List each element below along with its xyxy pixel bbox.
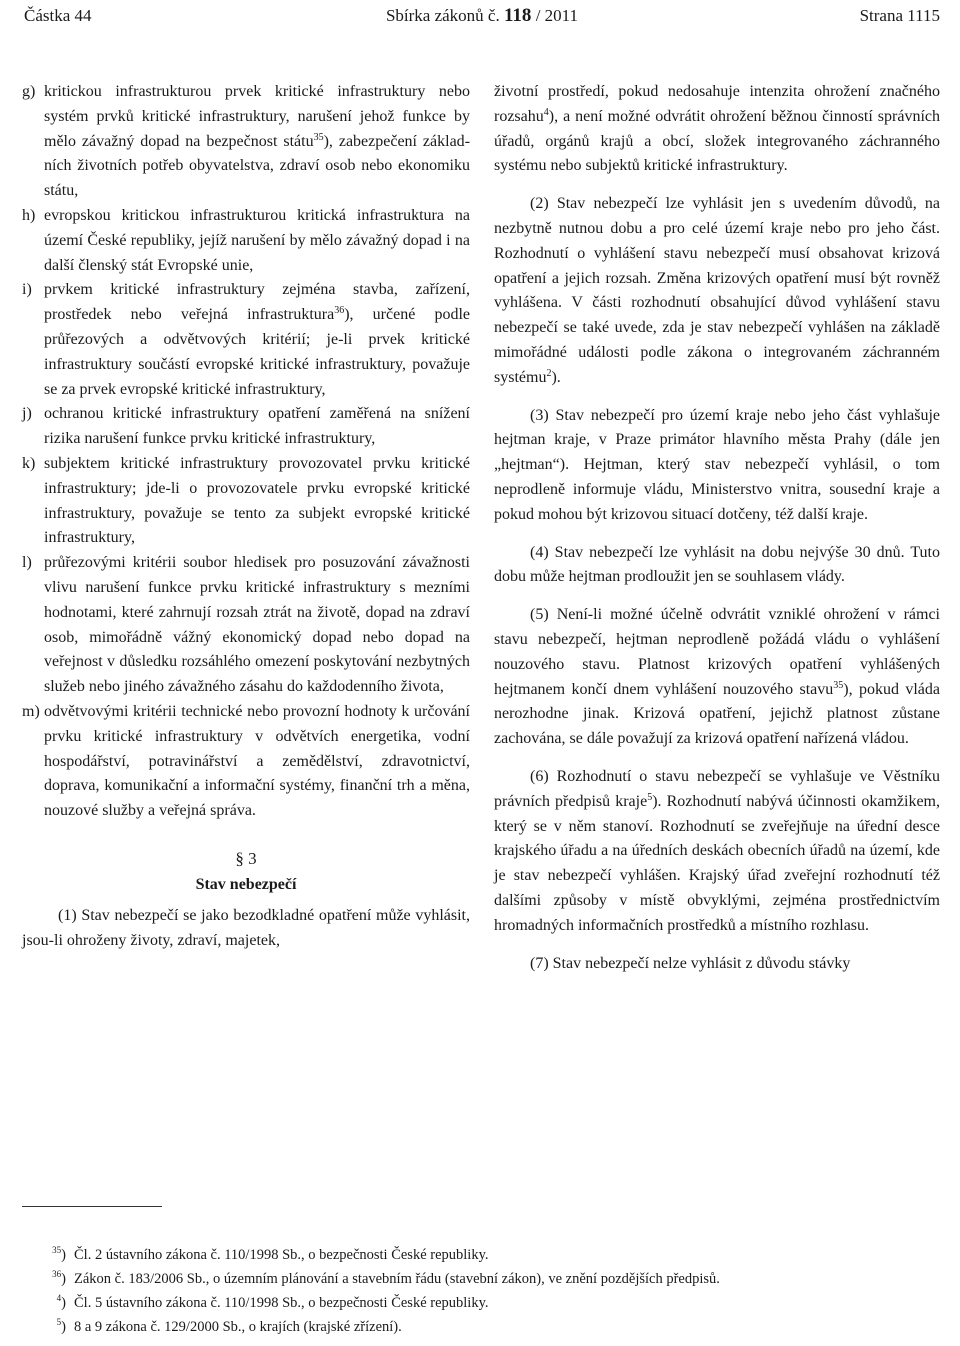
section-sign: § 3 <box>235 848 257 868</box>
footnote-number: $^5$) <box>56 1317 66 1335</box>
definition-item <box>22 80 470 204</box>
footnote-mark: 35 <box>52 1245 62 1255</box>
definition-item <box>22 204 470 278</box>
footnote-text: Čl. 2 ústavního zákona č. 110/1998 Sb., o bezpečnosti České republiky. <box>74 1247 489 1263</box>
footnote-ref: 4 <box>543 106 549 118</box>
footnote <box>22 1243 942 1267</box>
item-text: odvětvovými kritérii technické nebo provozní hodnoty k určování prvku kritické infrastruktury v odvětvích energetika, vodní hospodářství, potravinářství a zemědělství, zdravotnictví, doprava, komunikační a informační systémy, finanční trh a měna, nouzové služby a veřejná správa. <box>44 702 470 820</box>
item-text: ochranou kritické infrastruktury opatření zaměřená na snížení rizika narušení funkce prvku kritické infrastruktury, <box>44 405 470 448</box>
page-header <box>24 4 940 30</box>
paragraph <box>494 603 940 752</box>
item-label: k) <box>22 454 36 472</box>
footnote-ref: 2 <box>546 367 552 379</box>
text-run: ). Rozhodnutí nabývá účinnosti okamžikem, který se v něm stanoví. Rozhodnutí se zveřejňuje na úřední desce krajského úřadu a na úředních deskách obecních úřadů na území, kde je stav nebezpečí vyhlášen. Krajský úřad zveřejní rozhodnutí též dalšími způsoby v místě obvyklými, zejména prostřednictvím hromadných informačních prostředků a místního rozhlasu. <box>494 792 940 934</box>
text-run: (6) Rozhodnutí o stavu nebezpečí se vyhlašuje ve Věstníku právních předpisů kraje <box>494 767 940 810</box>
collection-year: / 2011 <box>535 6 579 25</box>
footnote <box>22 1291 942 1315</box>
left-column <box>22 80 470 954</box>
item-label: h) <box>22 206 36 224</box>
text-run: životní prostředí, pokud nedosahuje intenzita ohrožení značného rozsahu <box>494 83 940 125</box>
right-column <box>494 80 940 976</box>
item-label: j) <box>22 405 32 423</box>
definition-item <box>22 452 470 551</box>
text-run: ). <box>551 368 561 386</box>
definition-item <box>22 278 470 402</box>
item-label: i) <box>22 281 32 299</box>
item-text <box>44 80 470 204</box>
text-run: (2) Stav nebezpečí lze vyhlásit jen s uvedením důvodů, na nezbytně nutnou dobu a pro celé území kraje nebo pro jeho část. Rozhodnutí o vyhlášení stavu nebezpečí musí obsahovat krizová opatření a jejich rozsah. Změna krizových opatření musí být rovněž vyhlášena. V části rozhodnutí obsahující důvod vyhlášení stavu nebezpečí se také uvede, zda je stav nebezpečí vyhlášen na základě mimořádné události podle zákona o integrovaném záchranném systému <box>494 195 940 386</box>
definition-item <box>22 700 470 824</box>
page-number: Strana 1115 <box>859 6 940 25</box>
footnote-mark: 4 <box>56 1293 62 1303</box>
item-text <box>44 278 470 402</box>
footnotes <box>22 1243 942 1339</box>
footnote-ref: 35 <box>313 131 324 143</box>
paragraph: (7) Stav nebezpečí nelze vyhlásit z důvodu stávky <box>530 954 851 972</box>
paragraph: (4) Stav nebezpečí lze vyhlásit na dobu nejvýše 30 dnů. Tuto dobu může hejtman prodloužit jen se souhlasem vlády. <box>494 543 940 586</box>
paragraph: (3) Stav nebezpečí pro území kraje nebo jeho část vyhlašuje hejtman kraje, v Praze primátor hlavního města Prahy (dále jen „hejtman“). Hejtman, který stav nebezpečí vyhlásil, o tom neprodleně informuje vládu, Ministerstvo vnitra, sousední kraje a pokud mohou být krizovou situací dotčeny, též další kraje. <box>494 406 940 523</box>
definition-item <box>22 551 470 700</box>
item-text: evropskou kritickou infrastrukturou kritická infrastruktura na území České republiky, jejíž narušení by mělo závažný dopad i na další členský stát Evropské unie, <box>44 206 470 274</box>
text-run: ), pokud vláda nerozhodne jinak. Krizová opatření, jejichž platnost zůstane zachována, se dále považují za krizová opatření nařízená vládou. <box>494 680 940 748</box>
text-run: ), a není možné odvrátit ohrožení běžnou činností správních úřadů, orgánů krajů a obcí, složek integrovaného záchranného systému nebo subjektů kritické infrastruktury. <box>494 107 940 175</box>
footnote-number: $^{36}$) <box>52 1269 66 1287</box>
footnote-text: 8 a 9 zákona č. 129/2000 Sb., o krajích (krajské zřízení). <box>74 1319 402 1335</box>
footnote-ref: 36 <box>334 305 345 317</box>
collection-prefix: Sbírka zákonů č. <box>385 6 500 25</box>
footnote-text: Čl. 5 ústavního zákona č. 110/1998 Sb., o bezpečnosti České republiky. <box>74 1295 489 1311</box>
paragraph <box>494 192 940 390</box>
text-run: (5) Není-li možné účelně odvrátit vzniklé ohrožení v rámci stavu nebezpečí, hejtman neprodleně požádá vládu o vyhlášení nouzového stavu. Platnost krizových opatření vyhlášených hejtmanem končí dnem vyhlášení nouzového stavu <box>494 606 940 698</box>
law-number: 118 <box>503 5 532 26</box>
footnote-number: $^{35}$) <box>52 1245 66 1263</box>
paragraph: (1) Stav nebezpečí se jako bezodkladné opatření může vyhlásit, jsou-li ohroženy životy, zdraví, majetek, <box>22 906 470 949</box>
text-run: prvkem kritické infrastruktury zejména stavba, zařízení, prostředek nebo veřejná infrastruktura <box>44 281 470 324</box>
text-run: ), zabezpečení základních životních potřeb obyvatelstva, zdraví osob nebo ekonomiku státu, <box>44 132 471 200</box>
section-title: Stav nebezpečí <box>195 875 297 893</box>
footnote-mark: 5 <box>56 1317 62 1327</box>
item-label: m) <box>22 702 40 720</box>
definition-item <box>22 402 470 452</box>
issue-number: Částka 44 <box>24 6 92 25</box>
footnote <box>22 1267 942 1291</box>
footnote-number: $^4$) <box>56 1293 66 1311</box>
item-text: průřezovými kritérii soubor hledisek pro posuzování závažnosti vlivu narušení funkce prvku kritické infrastruktury s mezními hodnotami, které zahrnují rozsah ztrát na životě, dopad na zdraví osob, mimořádně vážný ekonomický dopad nebo dopad na veřejnost v důsledku rozsáhlého omezení poskytování nezbytných služeb nebo jiného závažného zásahu do každodenního života, <box>44 554 470 696</box>
item-text: subjektem kritické infrastruktury provozovatel prvku kritické infrastruktury; jde-li o provozovatele prvku evropské kritické infrastruktury, považuje se tento za subjekt evropské kritické infrastruktury, <box>44 454 470 547</box>
text-run: ), určené podle průřezových a odvětvových kritérií; je-li prvek kritické infrastruktury součástí evropské kritické infrastruktury, považuje se za prvek evropské kritické infrastruktury, <box>44 306 470 398</box>
footnote-text: Zákon č. 183/2006 Sb., o územním plánování a stavebním řádu (stavební zákon), ve znění pozdějších předpisů. <box>74 1271 720 1287</box>
paragraph <box>494 765 940 939</box>
collection-title <box>24 4 940 28</box>
item-label: g) <box>22 83 36 100</box>
footnote-divider <box>22 1206 162 1207</box>
paragraph-continuation <box>494 80 940 179</box>
footnote-ref: 5 <box>647 791 653 803</box>
item-label: l) <box>22 554 32 572</box>
text-run: kritickou infrastrukturou prvek kritické infrastruktury nebo systém prvků kritické infrastruktury, narušení jehož funkce by mělo závažný dopad na bezpečnost státu <box>44 83 470 150</box>
footnote-ref: 35 <box>833 679 844 691</box>
footnote <box>22 1315 942 1339</box>
footnote-mark: 36 <box>52 1269 62 1279</box>
